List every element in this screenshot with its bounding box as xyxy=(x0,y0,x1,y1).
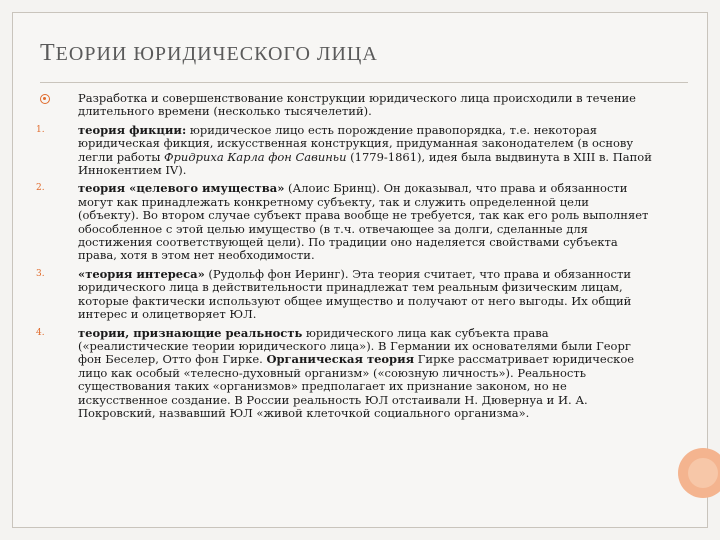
item-italic: Фридриха Карла фон Савиньи xyxy=(164,149,347,164)
item-heading: теории, признающие реальность xyxy=(78,325,303,340)
item-number: 4. xyxy=(36,327,45,338)
page-title: ТЕОРИИ ЮРИДИЧЕСКОГО ЛИЦА xyxy=(40,40,378,66)
intro-text: Разработка и совершенствование конструкции юридического лица происходили в течение длительного времени (несколько тысячелетий). xyxy=(78,91,636,119)
list-item xyxy=(36,327,652,421)
item-bold-2: Органическая теория xyxy=(266,352,415,367)
item-heading: «теория интереса» xyxy=(78,266,205,281)
list-item-intro xyxy=(36,92,652,119)
item-number: 1. xyxy=(36,124,45,135)
item-text-2: Гирке рассматривает юридическое лицо как особый «телесно-духовный организм» («союзную личность»). Реальность существования таких «организмов» предполагает их признание законом, но не искусственное создание. В России реальность ЮЛ отстаивали Н. Дювернуа и И. А. Покровский, назвавший ЮЛ «живой клеточкой социального организма». xyxy=(78,352,635,420)
list-item xyxy=(36,182,652,262)
list-item xyxy=(36,268,652,322)
title-divider xyxy=(40,82,688,83)
item-number: 3. xyxy=(36,268,45,279)
item-text: (Рудольф фон Иеринг). Эта теория считает, что права и обязанности юридического лица в действительности принадлежат тем реальным физическим лицам, которые фактически используют общее имущество и получают от него выгоды. Их общий интерес и олицетворяет ЮЛ. xyxy=(78,266,632,322)
item-text: (Алоис Бринц). Он доказывал, что права и обязанности могут как принадлежать конкретному субъекту, так и служить определенной цели (объекту). Во втором случае субъект права вообще не требуется, так как его роль выполняет обособленное с этой целью имущество (в т.ч. отвечающее за долги, сделанные для достижения соответствующей цели). По традиции оно наделяется свойствами субъекта права, хотя в этом нет необходимости. xyxy=(78,181,649,263)
decorative-circle-icon xyxy=(678,448,720,498)
item-heading: теория фикции: xyxy=(78,122,187,137)
item-text: юридическое лицо есть порождение правопорядка, т.е. некоторая юридическая фикция, искусственная конструкция, придуманная законодателем (в основу легли работы xyxy=(78,122,634,164)
item-text-2: (1779-1861), идея была выдвинута в XIII в. Папой Иннокентием IV). xyxy=(78,149,652,178)
item-number: 2. xyxy=(36,183,45,194)
main-content xyxy=(36,92,652,425)
item-heading: теория «целевого имущества» xyxy=(78,181,285,196)
list-item xyxy=(36,124,652,178)
item-text: юридического лица как субъекта права («реалистические теории юридического лица»). В Германии их основателями были Георг фон Беселер, Отто фон Гирке. xyxy=(78,325,631,367)
circle-bullet-icon xyxy=(40,94,50,104)
